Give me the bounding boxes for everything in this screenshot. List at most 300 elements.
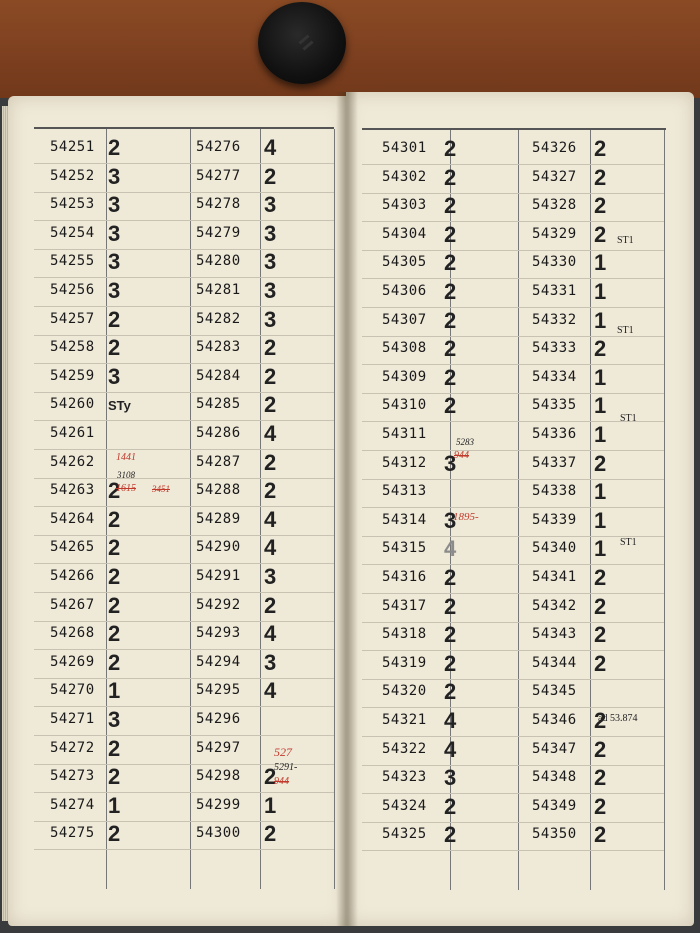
record-number: 54336 <box>532 426 577 442</box>
ledger-row <box>518 422 664 451</box>
struck-note: 3451 <box>152 484 170 494</box>
grade-value: 4 <box>444 708 457 733</box>
record-number: 54329 <box>532 225 577 242</box>
record-number: 54278 <box>196 196 241 213</box>
grade-value: 2 <box>444 336 457 362</box>
record-number: 54280 <box>196 253 241 270</box>
ledger-row <box>190 821 334 850</box>
ledger-row <box>190 736 334 765</box>
grade-value: 4 <box>444 736 457 762</box>
record-number: 54286 <box>196 425 241 441</box>
ledger-row <box>362 136 518 165</box>
record-number: 54332 <box>532 311 577 328</box>
ledger-row <box>518 765 664 794</box>
grade-value: 2 <box>444 793 457 819</box>
handwritten-note: 1441 <box>116 452 136 463</box>
grade-value: 2 <box>108 306 121 332</box>
handwritten-note: 1895- <box>453 511 479 523</box>
record-number: 54283 <box>196 339 241 356</box>
record-number: 54335 <box>532 397 577 414</box>
column-rule <box>334 129 335 889</box>
ledger-row <box>362 336 518 365</box>
grade-value: 4 <box>264 535 277 561</box>
ledger-row <box>34 278 190 307</box>
ledger-row <box>190 793 334 822</box>
record-number: 54291 <box>196 568 241 584</box>
ledger-row <box>518 393 664 422</box>
record-number: 54255 <box>50 253 95 270</box>
grade-value: 2 <box>594 565 607 590</box>
record-number: 54316 <box>382 569 427 585</box>
ledger-row <box>34 650 190 679</box>
grade-value: 2 <box>444 622 457 648</box>
grade-value: 1 <box>594 507 607 533</box>
grade-value: 3 <box>444 450 457 476</box>
grade-value: 3 <box>264 564 277 589</box>
record-number: 54264 <box>50 510 95 527</box>
grade-value: 2 <box>444 250 457 276</box>
record-number: 54323 <box>382 769 427 786</box>
record-number: 54337 <box>532 454 577 471</box>
left-ledger-table <box>34 127 334 889</box>
grade-value: 3 <box>108 278 121 303</box>
grade-value: 1 <box>594 479 607 505</box>
grade-value: 2 <box>108 564 121 589</box>
grade-value: 3 <box>108 220 121 246</box>
ledger-row <box>518 565 664 594</box>
grade-value: 4 <box>264 678 277 704</box>
ledger-row <box>190 192 334 221</box>
record-number: 54349 <box>532 797 577 814</box>
record-number: 54340 <box>532 540 577 557</box>
record-number: 54287 <box>196 453 241 470</box>
ledger-row <box>518 365 664 394</box>
ledger-row <box>362 479 518 508</box>
record-number: 54326 <box>532 140 577 156</box>
record-number: 54272 <box>50 739 95 756</box>
ledger-row <box>34 392 190 421</box>
grade-value: 2 <box>594 822 607 848</box>
record-number: 54320 <box>382 683 427 700</box>
grade-value: 3 <box>444 765 457 791</box>
record-number: 54285 <box>196 396 241 413</box>
grade-value: 2 <box>108 535 121 561</box>
record-number: 54254 <box>50 224 95 241</box>
ledger-row <box>362 308 518 337</box>
handwritten-note: 5291- <box>274 762 298 773</box>
grade-value: 1 <box>594 364 607 390</box>
grade-value: 2 <box>444 136 457 161</box>
record-number: 54319 <box>382 654 427 671</box>
grade-value: 2 <box>264 163 277 189</box>
ledger-row <box>362 651 518 680</box>
grade-value: 2 <box>264 764 277 790</box>
ledger-row <box>190 650 334 679</box>
ledger-row <box>518 651 664 680</box>
grade-value: 2 <box>108 821 121 847</box>
grade-value: 2 <box>594 221 607 247</box>
grade-value: 2 <box>264 392 277 418</box>
ledger-row <box>34 249 190 278</box>
grade-value: 4 <box>264 421 277 446</box>
record-number: 54333 <box>532 340 577 357</box>
record-number: 54266 <box>50 568 95 584</box>
grade-value: 1 <box>594 250 607 276</box>
record-number: 54269 <box>50 653 95 670</box>
record-number: 54275 <box>50 825 95 842</box>
record-number: 54314 <box>382 511 427 528</box>
grade-value: 2 <box>594 765 607 791</box>
grade-value: 2 <box>264 478 277 504</box>
ledger-row <box>518 479 664 508</box>
record-number: 54350 <box>532 826 577 843</box>
ledger-row <box>362 279 518 308</box>
ledger-row <box>362 222 518 251</box>
grade-value: 2 <box>264 449 277 475</box>
ledger-row <box>518 222 664 251</box>
grade-value: 2 <box>444 364 457 390</box>
ledger-row <box>362 622 518 651</box>
ledger-row <box>362 565 518 594</box>
grade-value: 2 <box>264 363 277 389</box>
ledger-row <box>362 250 518 279</box>
grade-value: 2 <box>444 650 457 676</box>
record-number: 54343 <box>532 626 577 643</box>
grade-value: 1 <box>108 678 121 704</box>
ledger-row <box>362 508 518 537</box>
ledger-row <box>190 507 334 536</box>
handwritten-note: ST1 <box>620 537 637 548</box>
record-number: 54282 <box>196 310 241 327</box>
grade-value: 2 <box>444 164 457 190</box>
grade-value: 2 <box>108 135 121 160</box>
ledger-row <box>190 307 334 336</box>
record-number: 54252 <box>50 167 95 184</box>
grade-value: 3 <box>444 507 457 533</box>
grade-value: 3 <box>264 649 277 675</box>
grade-value: 4 <box>264 506 277 532</box>
record-number: 54297 <box>196 739 241 756</box>
record-number: 54299 <box>196 796 241 813</box>
record-number: 54261 <box>50 425 95 441</box>
ledger-row <box>518 794 664 823</box>
grade-value: 4 <box>264 621 277 647</box>
grade-value: 2 <box>444 565 457 590</box>
ledger-row <box>34 593 190 622</box>
record-number: 54334 <box>532 368 577 385</box>
ledger-row <box>34 307 190 336</box>
record-number: 54262 <box>50 453 95 470</box>
ledger-row <box>34 450 190 479</box>
ledger-row <box>34 507 190 536</box>
ledger-row <box>190 535 334 564</box>
grade-value: 2 <box>444 822 457 848</box>
ledger-row <box>34 364 190 393</box>
record-number: 54281 <box>196 282 241 298</box>
record-number: 54330 <box>532 254 577 271</box>
ledger-row <box>34 621 190 650</box>
ledger-row <box>518 679 664 708</box>
ledger-row <box>34 221 190 250</box>
record-number: 54296 <box>196 711 241 727</box>
grade-value: 2 <box>594 708 607 733</box>
grade-value: 2 <box>594 736 607 762</box>
ledger-row <box>518 193 664 222</box>
grade-value: 3 <box>264 306 277 332</box>
grade-value: 2 <box>594 622 607 648</box>
record-number: 54268 <box>50 625 95 642</box>
record-number: 54293 <box>196 625 241 642</box>
grade-value: 2 <box>444 193 457 219</box>
grade-value: 2 <box>444 593 457 619</box>
grade-value: 2 <box>444 393 457 419</box>
grade-value: 3 <box>108 249 121 275</box>
record-number: 54310 <box>382 397 427 414</box>
handwritten-note: 527 <box>274 745 292 759</box>
record-number: 54317 <box>382 597 427 614</box>
record-number: 54298 <box>196 768 241 785</box>
ledger-row <box>518 622 664 651</box>
record-number: 54302 <box>382 168 427 185</box>
record-number: 54327 <box>532 168 577 185</box>
record-number: 54321 <box>382 712 427 728</box>
ledger-row <box>190 392 334 421</box>
record-number: 54324 <box>382 797 427 814</box>
record-number: 54276 <box>196 139 241 155</box>
ledger-row <box>518 336 664 365</box>
ledger-row <box>190 135 334 164</box>
record-number: 54260 <box>50 396 95 413</box>
ledger-row <box>190 478 334 507</box>
record-number: 54258 <box>50 339 95 356</box>
grade-value: 3 <box>108 363 121 389</box>
record-number: 54345 <box>532 683 577 700</box>
record-number: 54311 <box>382 426 427 442</box>
grade-value: 2 <box>264 592 277 618</box>
ledger-row <box>518 165 664 194</box>
grade-value: 3 <box>108 707 121 732</box>
record-number: 54253 <box>50 196 95 213</box>
record-number: 54325 <box>382 826 427 843</box>
record-number: 54347 <box>532 740 577 757</box>
grade-value: 3 <box>108 192 121 218</box>
ledger-row <box>518 308 664 337</box>
ledger-row <box>362 737 518 766</box>
ledger-row <box>34 678 190 707</box>
record-number: 54273 <box>50 768 95 785</box>
ledger-row <box>362 193 518 222</box>
record-number: 54259 <box>50 367 95 384</box>
ledger-row <box>518 822 664 851</box>
ledger-row <box>362 594 518 623</box>
grade-value: 2 <box>264 821 277 847</box>
ledger-row <box>518 737 664 766</box>
handwritten-note: ST1 <box>620 413 637 424</box>
ledger-row <box>34 192 190 221</box>
record-number: 54312 <box>382 454 427 471</box>
ledger-row <box>190 707 334 736</box>
record-number: 54257 <box>50 310 95 327</box>
record-number: 54301 <box>382 140 427 156</box>
ledger-row <box>34 535 190 564</box>
ledger-row <box>34 764 190 793</box>
handwritten-note: ad 53.874 <box>598 713 638 724</box>
book-gutter <box>336 92 358 926</box>
grade-value: 2 <box>594 136 607 161</box>
grade-value: 2 <box>264 335 277 361</box>
ledger-row <box>362 365 518 394</box>
ledger-row <box>190 678 334 707</box>
ledger-row <box>34 821 190 850</box>
record-number: 54295 <box>196 682 241 699</box>
record-number: 54313 <box>382 483 427 500</box>
handwritten-note: ST1 <box>617 235 634 246</box>
grade-value: 2 <box>108 592 121 618</box>
grade-value: 1 <box>264 792 277 818</box>
record-number: 54308 <box>382 340 427 357</box>
ledger-row <box>190 249 334 278</box>
ledger-row <box>362 765 518 794</box>
record-number: 54274 <box>50 796 95 813</box>
record-number: 54256 <box>50 282 95 298</box>
grade-value: 1 <box>594 279 607 304</box>
struck-note: 944 <box>274 776 289 787</box>
ledger-row <box>190 450 334 479</box>
record-number: 54288 <box>196 482 241 499</box>
record-number: 54304 <box>382 225 427 242</box>
ledger-row <box>518 279 664 308</box>
ledger-row <box>362 708 518 737</box>
grade-value: 4 <box>264 135 277 160</box>
ledger-row <box>518 536 664 565</box>
record-number: 54328 <box>532 197 577 214</box>
grade-value: 2 <box>594 450 607 476</box>
ledger-row <box>518 508 664 537</box>
record-number: 54284 <box>196 367 241 384</box>
grade-value: 1 <box>594 422 607 447</box>
grade-value: 4 <box>444 536 457 562</box>
record-number: 54322 <box>382 740 427 757</box>
handwritten-note: 5283 <box>456 437 474 447</box>
record-number: 54318 <box>382 626 427 643</box>
ledger-row <box>190 364 334 393</box>
record-number: 54338 <box>532 483 577 500</box>
record-number: 54277 <box>196 167 241 184</box>
ledger-row <box>34 421 190 450</box>
grade-value: 2 <box>444 221 457 247</box>
ledger-row <box>518 250 664 279</box>
grade-value: 2 <box>594 193 607 219</box>
handwritten-note: ST1 <box>617 325 634 336</box>
grade-value: 2 <box>444 307 457 333</box>
handwritten-note: 3108 <box>117 470 135 480</box>
ledger-row <box>190 278 334 307</box>
grade-value: 2 <box>108 478 121 504</box>
grade-value: 2 <box>594 650 607 676</box>
struck-note: 944 <box>454 450 469 461</box>
ledger-row <box>362 822 518 851</box>
grade-value: 1 <box>594 536 607 562</box>
grade-value: 3 <box>264 249 277 275</box>
grade-value: 1 <box>594 307 607 333</box>
record-number: 54279 <box>196 224 241 241</box>
record-number: 54267 <box>50 596 95 613</box>
record-number: 54307 <box>382 311 427 328</box>
ledger-row <box>362 165 518 194</box>
grade-value: 2 <box>108 735 121 761</box>
ledger-row <box>518 451 664 480</box>
record-number: 54305 <box>382 254 427 271</box>
ledger-row <box>362 794 518 823</box>
record-number: 54271 <box>50 711 95 727</box>
record-number: 54270 <box>50 682 95 699</box>
record-number: 54341 <box>532 569 577 585</box>
ledger-row <box>190 764 334 793</box>
grade-value: 2 <box>594 336 607 362</box>
grade-value: 3 <box>108 163 121 189</box>
grade-value: 2 <box>444 279 457 304</box>
ledger-row <box>190 621 334 650</box>
record-number: 54306 <box>382 283 427 299</box>
column-rule <box>664 130 665 890</box>
record-number: 54251 <box>50 139 95 155</box>
ledger-row <box>34 164 190 193</box>
record-number: 54294 <box>196 653 241 670</box>
knob-slot <box>302 40 313 50</box>
ledger-row <box>518 136 664 165</box>
ledger-row <box>190 421 334 450</box>
grade-value: 1 <box>594 393 607 419</box>
record-number: 54346 <box>532 712 577 728</box>
grade-value: 2 <box>108 506 121 532</box>
ledger-row <box>518 594 664 623</box>
ledger-row <box>34 707 190 736</box>
grade-value: 2 <box>594 593 607 619</box>
ledger-row <box>190 221 334 250</box>
grade-value: 2 <box>108 764 121 790</box>
record-number: 54263 <box>50 482 95 499</box>
ledger-row <box>362 422 518 451</box>
grade-value: 2 <box>108 621 121 647</box>
record-number: 54309 <box>382 368 427 385</box>
ledger-row <box>34 335 190 364</box>
ledger-row <box>34 135 190 164</box>
grade-value: STy <box>108 398 131 414</box>
ledger-row <box>362 536 518 565</box>
record-number: 54289 <box>196 510 241 527</box>
record-number: 54342 <box>532 597 577 614</box>
grade-value: 2 <box>108 649 121 675</box>
ledger-row <box>518 708 664 737</box>
grade-value: 2 <box>444 679 457 705</box>
ledger-row <box>34 736 190 765</box>
record-number: 54344 <box>532 654 577 671</box>
record-number: 54303 <box>382 197 427 214</box>
ledger-row <box>190 564 334 593</box>
grade-value: 1 <box>108 792 121 818</box>
ledger-row <box>34 564 190 593</box>
ledger-row <box>190 593 334 622</box>
record-number: 54292 <box>196 596 241 613</box>
black-knob <box>258 2 346 84</box>
record-number: 54315 <box>382 540 427 557</box>
grade-value: 3 <box>264 192 277 218</box>
ledger-row <box>362 393 518 422</box>
ledger-row <box>362 451 518 480</box>
grade-value: 3 <box>264 278 277 303</box>
grade-value: 2 <box>108 335 121 361</box>
ledger-row <box>34 793 190 822</box>
